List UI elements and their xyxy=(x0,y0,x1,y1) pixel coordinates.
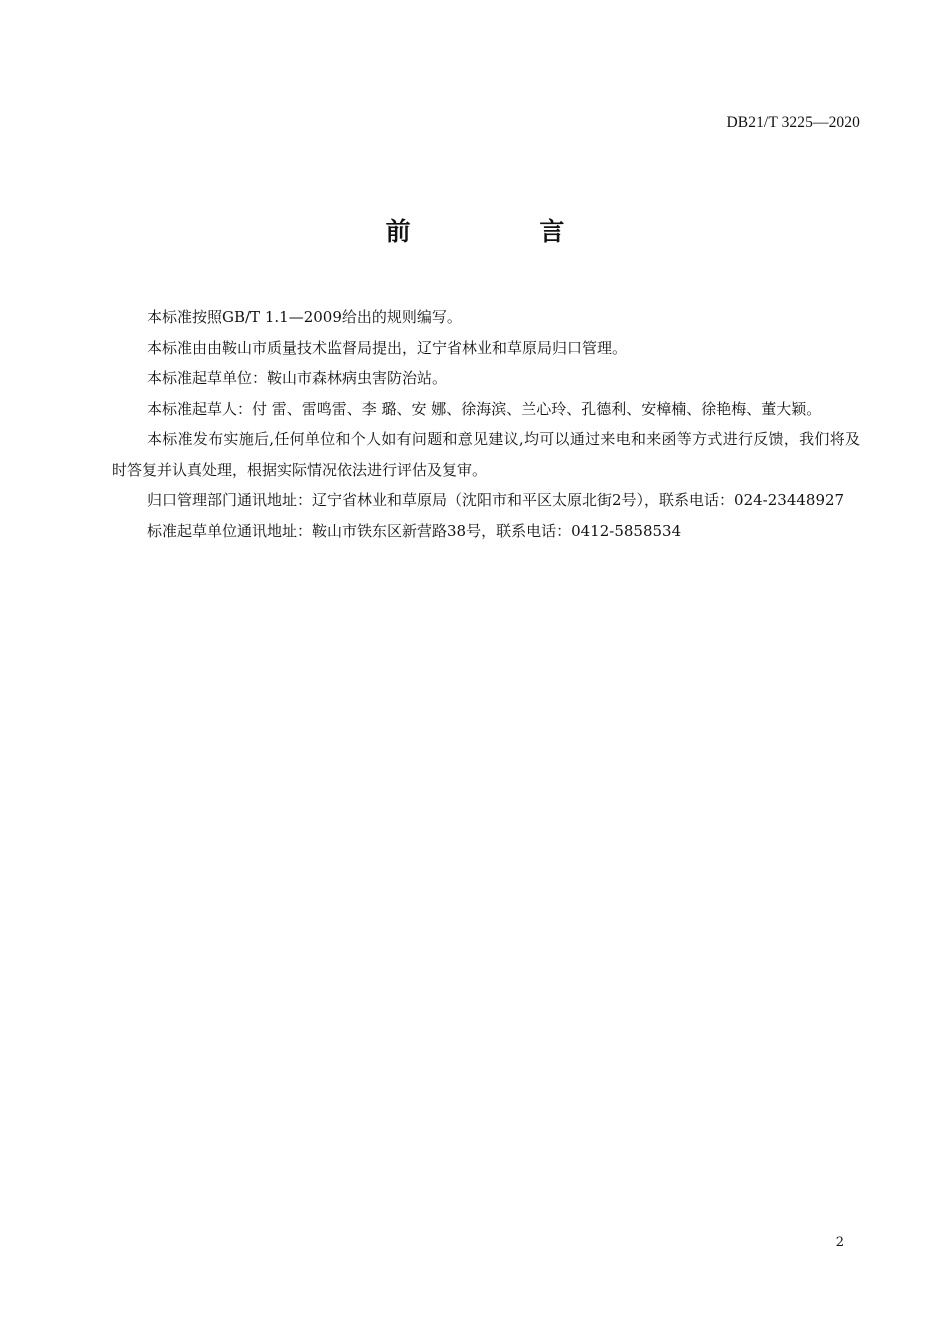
foreword-body xyxy=(112,302,860,546)
document-code: DB21/T 3225—2020 xyxy=(726,114,860,131)
paragraph-drafting-rules: 本标准按照GB/T 1.1—2009给出的规则编写。 xyxy=(147,308,462,326)
paragraph-drafting-unit: 本标准起草单位：鞍山市森林病虫害防治站。 xyxy=(147,369,448,387)
paragraph-drafters: 本标准起草人：付 雷、雷鸣雷、李 璐、安 娜、徐海滨、兰心玲、孔德利、安樟楠、徐艳梅、董大颖。 xyxy=(147,399,822,418)
page-number: 2 xyxy=(835,1235,844,1250)
page-title: 前 言 xyxy=(385,217,625,246)
paragraph-proposer: 本标准由由鞍山市质量技术监督局提出，辽宁省林业和草原局归口管理。 xyxy=(147,338,628,357)
paragraph-drafting-unit-contact: 标准起草单位通讯地址：鞍山市铁东区新营路38号，联系电话：0412-5858534 xyxy=(147,521,682,540)
paragraph-feedback: 本标准发布实施后,任何单位和个人如有问题和意见建议,均可以通过来电和来函等方式进行反馈，我们将及时答复并认真处理，根据实际情况依法进行评估及复审。 xyxy=(112,430,860,479)
paragraph-management-contact: 归口管理部门通讯地址：辽宁省林业和草原局（沈阳市和平区太原北街2号），联系电话：024-23448927 xyxy=(147,491,845,509)
